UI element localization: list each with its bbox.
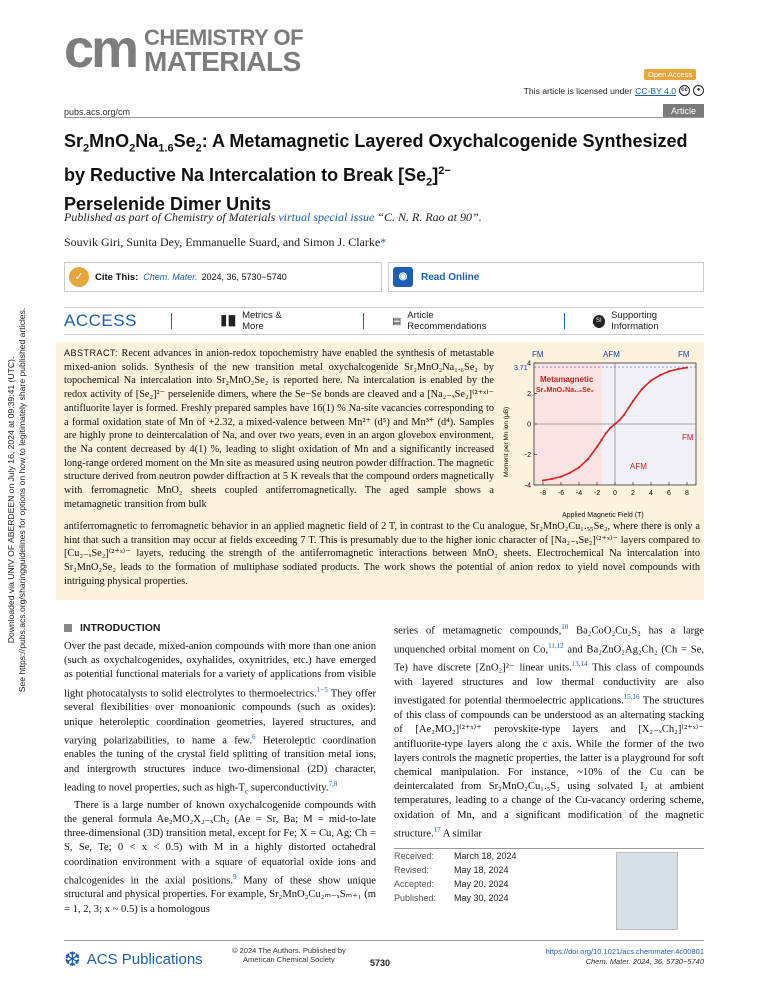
access-divider [363,313,364,329]
cc-icon: cc [679,85,690,96]
by-icon: ● [693,85,704,96]
data-point [542,479,544,481]
intro-paragraph-2: There is a large number of known oxychalcogenide compounds with the general formula Ae₂MO₂X₂₋ₓCh₂ (Ae = Sr, Ba; M = mid-to-late three-dimensional (3D) transition metal, except for Fe; X = Cu, Ag; Ch = S, Se, Te; 0 < x < 0.5) with M in a highly distorted octahedral coordination environment with a square of equatorial oxide ions and chalcogenides in the axial positions.$^9$ Many of these show unique structural and physical properties. For example, Sr₂MnO₂Cu₂ₘ₋ₓSₘ₊₁ (m = 1, 2, 3; x ~ 0.5) is a homologous [64,799,377,915]
article-type-badge: Article [663,104,704,118]
data-point [659,374,661,376]
data-point [596,446,598,448]
label-afm-low: AFM [630,462,647,471]
data-point [609,427,611,429]
logo-cm: cm [64,19,137,79]
data-point [623,414,625,416]
data-point [600,439,602,441]
copyright-notice: © 2024 The Authors. Published by American Chemical Society [232,946,346,964]
license-text: This article is licensed under [523,85,633,96]
author-list: Souvik Giri, Sunita Dey, Emmanuelle Suard, and Simon J. Clarke* [64,235,387,249]
date-row: Revised: May 18, 2024 [394,865,509,875]
corresponding-author-mark[interactable]: * [380,235,387,249]
cite-details: 2024, 36, 5730−5740 [201,272,287,282]
data-point [641,388,643,390]
data-point [587,458,589,460]
x-tick-label: -6 [557,490,565,497]
quote-icon: ✓ [69,267,89,287]
data-point [650,379,652,381]
label-fm-mid: FM [682,433,694,442]
x-tick-label: -8 [539,490,547,497]
toc-graphic [496,345,702,521]
intro-paragraph-1: Over the past decade, mixed-anion compounds with more than one anion (such as oxychalcogenides, oxyhalides, oxynitrides, etc.) have emerged as potential functional materials for a variety of applications from visible light photocatalysts to solid electrolytes to thermoelectrics.$^{1-5}$ They offer several flexibilities over monoanionic compounds (such as oxides): unique heteroleptic coordination geometries, layered structures, and varying polarizabilities, to name a few.$^6$ Heteroleptic coordination enables the tuning of the crystal field splitting of transition metal ions, and intergrowth structures induce two-dimensional (2D) character, leading to novel properties, such as high-$T_c$ superconductivity.$^{7,8}$ [64,641,376,796]
acs-logo-icon: ❆ [64,949,81,971]
abstract-label: ABSTRACT: [64,348,119,358]
data-point [686,366,688,368]
x-tick-label: 2 [631,490,635,497]
x-axis-label: Applied Magnetic Field (T) [562,512,644,519]
si-icon: SI [593,315,606,328]
cite-journal[interactable]: Chem. Mater. [143,272,198,282]
y-tick-label: 4 [527,360,531,368]
x-tick-label: 6 [667,490,671,497]
special-issue-note: Published as part of Chemistry of Materials virtual special issue “C. N. R. Rao at 90”. [64,210,482,224]
ref-link[interactable]: 6 [252,732,256,741]
data-point [627,407,629,409]
data-point [677,368,679,370]
footer-citation: Chem. Mater. 2024, 36, 5730−5740 [585,957,704,966]
issue-cover-thumbnail[interactable] [616,852,678,930]
label-afm-top: AFM [603,350,620,359]
download-note-line2: See https://pubs.acs.org/sharingguidelines for options on how to legitimately share published articles. [17,307,27,693]
abstract-text: ABSTRACT: Recent advances in anion-redox topochemistry have enabled the synthesis of metastable mixed-anion solids. Synthesis of the new transition metal oxychalcogenide Sr₂MnO₂Na₁.₆Se₂ by topochemical Na intercalation into Sr₂MnO₂Se₂ is reported here. Na intercalation is enabled by the redox activity of [Se₂]²⁻ perselenide dimers, where the Se−Se bonds are cleaved and a [Na₂₋ₓSe₂]⁽²⁺ˣ⁾⁻ antifluorite layer is formed. Freshly prepared samples have 16(1) % Na-site vacancies corresponding to a formal oxidation state of Mn of +2.32, a mixed-valence between Mn²⁺ (d⁵) and Mn³⁺ (d⁴). Samples are highly prone to deintercalation of Na, and over two years, even in an argon glovebox environment, the Na content decreased by 4(1) %, leading to slight oxidation of Mn and a significantly increased long-range ordered moment on the Mn site as measured using neutron powder diffraction. The magnetic structure derived from neutron powder diffraction at 5 K reveals that the compound orders magnetically with ferromagnetic MnO₂ sheets coupled antiferromagnetically. The aged sample shows a metamagnetic transition from bulk [64,348,494,510]
intro-paragraph-2-continued: series of metamagnetic compounds,$^{10}$ Ba₂CoO₂Cu₂S₂ has a large unquenched orbital moment on Co,$^{11,12}$ and Ba₂ZnO₂Ag₂Ch₂ (Ch = Se, Te) have discrete [ZnO₂]²⁻ linear units.$^{13,14}$ This class of compounds with layered structures and low thermal conductivity are also investigated for potential thermoelectric applications.$^{15,16}$ The structures of this class of compounds can be understood as an alternating stacking of [Ae₂MO₂]⁽²⁺ˣ⁾⁺ perovskite-type layers and [X₂₋ₓCh₂]⁽²⁺ˣ⁾⁻ antifluorite-type layers along the c axis. While the former of the two layers controls the magnetic properties, the latter is a playground for soft chemical manipulation. For instance, ~10% of the Cu can be deintercalated from Sr₂MnO₂Cu₁.₅S₂ using solvated I₂ at ambient temperatures, leading to a change of the Cu-vacancy ordering scheme, oxidation of Mn, and a significant modification of the magnetic structure.$^{17}$ A similar [394,623,705,840]
bar-chart-icon: ▋▉ [221,315,237,327]
y-tick-label: -4 [524,482,531,490]
read-online-label: Read Online [421,271,480,283]
supporting-info-link[interactable]: SI Supporting Information [593,310,704,332]
legend-line2: Sr₂MnO₂Na₁.₆Se₂ [536,387,594,394]
legend-line1: Metamagnetic [540,375,594,384]
ref-link[interactable]: 13,14 [571,660,588,669]
header-divider [64,117,704,118]
data-point [578,466,580,468]
ref-link[interactable]: 7,8 [328,779,338,788]
body-column-left [64,640,376,917]
data-point [614,423,616,425]
y-axis-label: Moment per Mn ion (μB) [503,406,510,477]
ref-link[interactable]: 10 [561,623,569,631]
access-divider [564,313,565,329]
license-link[interactable]: CC-BY 4.0 [635,85,676,96]
ref-link[interactable]: 17 [433,825,441,834]
body-column-right [394,620,704,842]
ref-link[interactable]: 9 [233,872,237,881]
x-tick-label: -4 [575,490,583,497]
data-point [551,478,553,480]
y-tick-label: 2 [527,391,531,398]
download-note-line1: Downloaded via UNIV OF ABERDEEN on July 16, 2024 at 09:39:41 (UTC). [6,356,16,644]
journal-logo[interactable] [64,19,304,79]
doi-block [546,947,704,967]
article-title: $Sr_2MnO_2Na_{1.6}Se_2$: A Metamagnetic Layered Oxychalcogenide Synthesized by Reductive Na Intercalation to Break $[Se_2]^{2-}$ Perselenide Dimer Units [64,131,688,215]
data-point [560,476,562,478]
access-label: ACCESS [64,311,137,330]
doi-link[interactable]: https://doi.org/10.1021/acs.chemmater.4c00801 [545,947,704,956]
open-access-badge: Open Access [644,69,696,80]
cite-label: Cite This: [95,271,139,283]
logo-line1: CHEMISTRY OF [144,25,304,50]
metrics-link[interactable]: ▋▉ Metrics & More [221,310,282,332]
y-tick-label: 0 [527,421,531,429]
ref-link[interactable]: 11,12 [548,641,564,650]
read-online-button[interactable] [388,262,704,292]
data-point [605,432,607,434]
recommendations-link[interactable]: ▤ Article Recommendations [392,310,487,332]
date-row: Published: May 30, 2024 [394,893,509,903]
license-line [524,85,704,96]
x-tick-label: 0 [613,490,617,497]
data-point [632,400,634,402]
list-icon: ▤ [392,315,402,327]
section-marker-icon [64,624,72,632]
access-bar [64,307,704,335]
date-row: Received: March 18, 2024 [394,851,517,861]
journal-url[interactable]: pubs.acs.org/cm [64,107,131,117]
acs-publications-logo[interactable]: ❆ ACS Publications [64,949,203,971]
cite-this-box[interactable] [64,262,382,292]
page-number: 5730 [370,958,391,968]
read-online-icon: ◉ [393,267,413,287]
ref-link[interactable]: 1−5 [316,685,328,694]
data-point [618,419,620,421]
data-point [569,472,571,474]
label-saturation: 3.71 [514,365,528,372]
label-fm-right: FM [678,350,690,359]
access-divider [171,313,172,329]
logo-line2: MATERIALS [144,46,301,77]
download-note [2,300,32,700]
intro-heading: INTRODUCTION [64,622,161,634]
data-point [668,370,670,372]
x-tick-label: -2 [593,490,601,497]
y-tick-label: -2 [524,452,531,459]
magnetization-chart [496,345,702,521]
abstract-text-continued: antiferromagnetic to ferromagnetic behavior in an applied magnetic field of 2 T, in contrast to the Cu analogue, Sr₂MnO₂Cu₁.₅₅Se₂, where there is only a hint that such a transition may occur at fields exceeding 7 T. This is presumably due to the higher ionic character of [Na₂₋ₓSe₂]⁽²⁺ˣ⁾⁻ layers compared to [Cu₂₋ₓSe₂]⁽²⁺ˣ⁾⁻ layers, reducing the strength of the antiferromagnetic interactions between MnO₂ sheets. Electrochemical Na intercalation into Sr₂MnO₂Se₂ leads to the formation of multiphase sodiated products. The work shows the potential of anion redox to yield novel compounds with intriguing physical properties. [64,521,700,587]
date-row: Accepted: May 20, 2024 [394,879,509,889]
special-issue-link[interactable]: virtual special issue [278,210,375,224]
ref-link[interactable]: 15,16 [623,693,640,702]
footer-divider [64,940,704,941]
x-tick-label: 8 [685,490,689,497]
x-tick-label: 4 [649,490,653,497]
label-fm-left: FM [532,350,544,359]
